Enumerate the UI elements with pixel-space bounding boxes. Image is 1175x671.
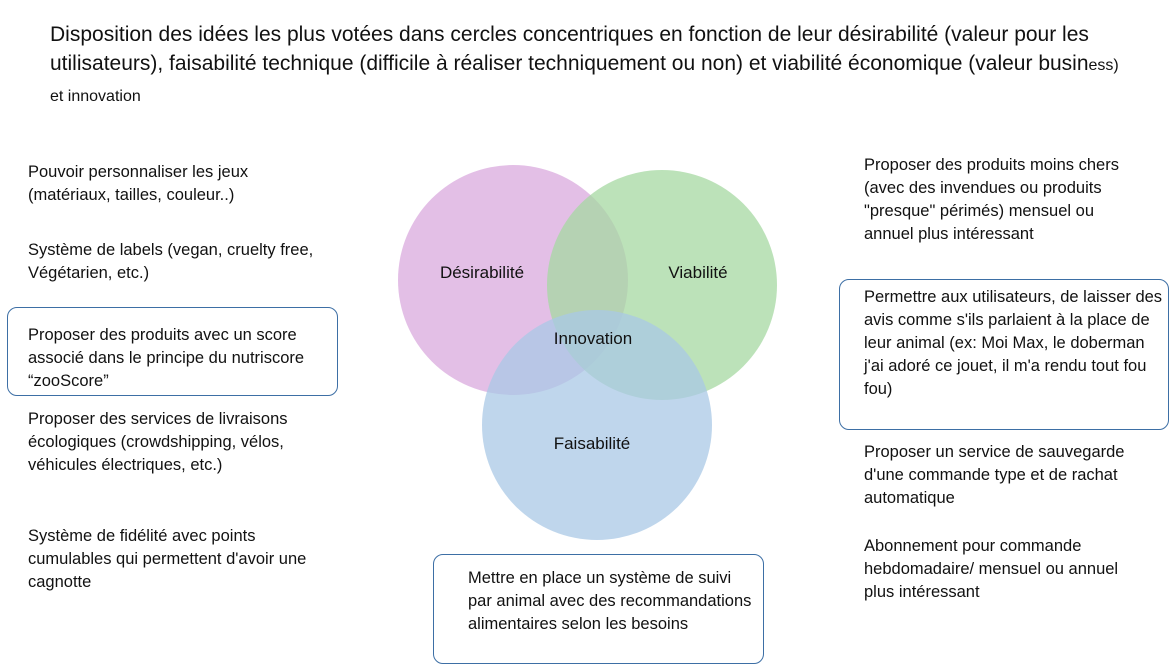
title-main: Disposition des idées les plus votées dans cercles concentriques en fonction de leur désirabilité (valeur pour les utilisateurs), faisabilité technique (difficile à réaliser techniquement ou non) et viabilité économique (valeur busin — [50, 23, 1089, 75]
idea-produits-moins-chers: Proposer des produits moins chers (avec des invendues ou produits "presque" périmés) mensuel ou annuel plus intéressant — [864, 156, 1119, 243]
idea-avis-animal-box — [839, 279, 1169, 430]
idea-abonnement: Abonnement pour commande hebdomadaire/ mensuel ou annuel plus intéressant — [864, 537, 1119, 601]
idea-zooscore: Proposer des produits avec un score associé dans le principe du nutriscore “zooScore” — [28, 326, 305, 390]
idea-personnaliser-jeux: Pouvoir personnaliser les jeux (matériaux, tailles, couleur..) — [28, 163, 249, 204]
label-desirabilite: Désirabilité — [439, 263, 525, 282]
idea-suivi-animal: Mettre en place un système de suivi par animal avec des recommandations alimentaires selon les besoins — [468, 569, 752, 633]
label-viabilite: Viabilité — [668, 263, 728, 282]
idea-suivi-animal-box — [433, 554, 764, 664]
label-innovation: Innovation — [553, 329, 633, 348]
title-tail: ess) et innovation — [50, 57, 1119, 105]
label-faisabilite: Faisabilité — [553, 434, 631, 453]
idea-avis-animal: Permettre aux utilisateurs, de laisser des avis comme s'ils parlaient à la place de leur animal (ex: Moi Max, le doberman j'ai adoré ce jouet, il m'a rendu tout fou fou) — [864, 288, 1163, 398]
idea-labels: Système de labels (vegan, cruelty free, Végétarien, etc.) — [28, 241, 314, 282]
idea-fidelite: Système de fidélité avec points cumulables qui permettent d'avoir une cagnotte — [28, 527, 307, 591]
idea-sauvegarde-commande: Proposer un service de sauvegarde d'une commande type et de rachat automatique — [864, 443, 1125, 507]
idea-livraisons: Proposer des services de livraisons écologiques (crowdshipping, vélos, véhicules électriques, etc.) — [28, 410, 288, 474]
idea-zooscore-box — [7, 307, 338, 396]
